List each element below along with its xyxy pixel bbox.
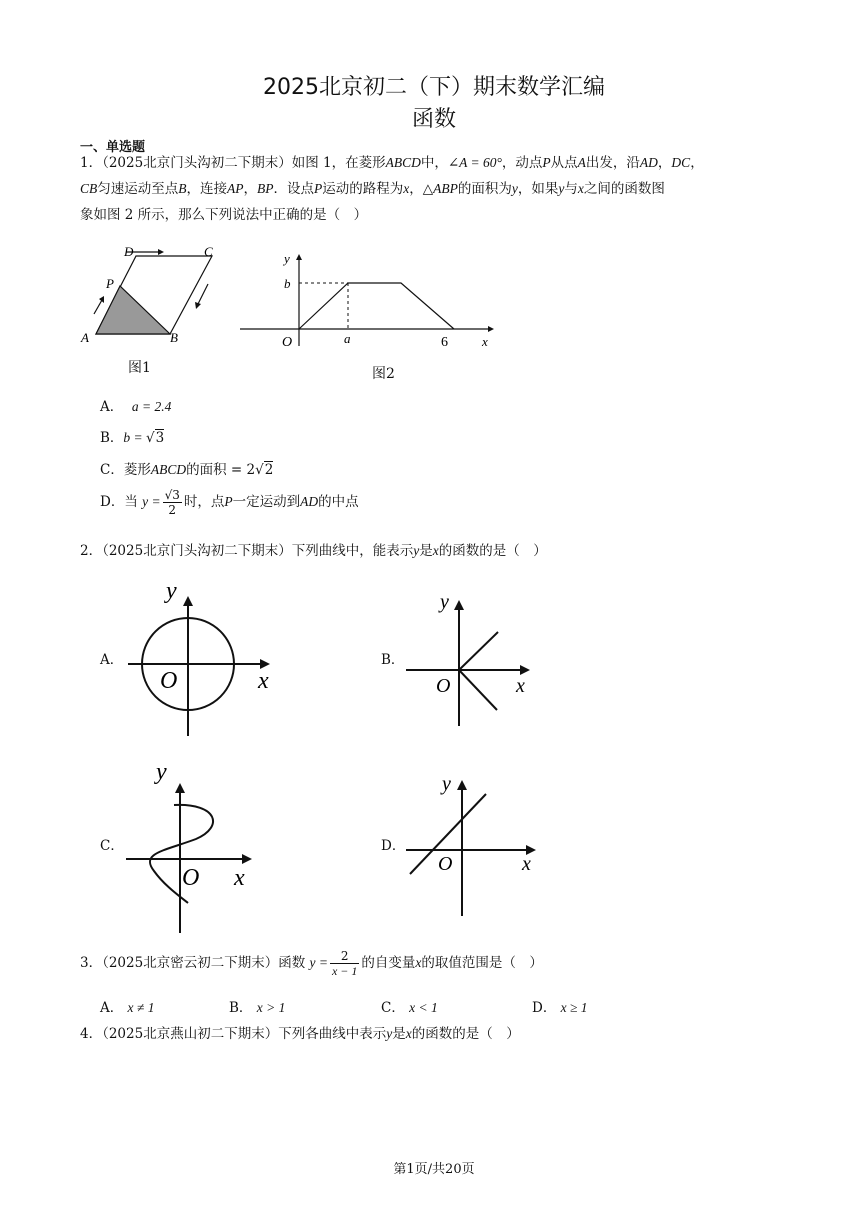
q3-text: 的取值范围是（ ） bbox=[421, 955, 543, 971]
axis-label-y: y bbox=[156, 759, 167, 785]
q2-option-d-label[interactable]: D． bbox=[381, 838, 406, 854]
x-axis-arrow bbox=[488, 326, 494, 332]
q3-y: y = bbox=[309, 955, 328, 970]
q1-text: 的面积为 bbox=[457, 181, 512, 197]
label-D: D bbox=[124, 244, 134, 259]
fig2-caption: 图2 bbox=[372, 366, 395, 382]
option-label: C． bbox=[100, 462, 124, 478]
q1-x: x bbox=[577, 181, 584, 196]
q4-number: 4． bbox=[80, 1026, 103, 1042]
sqrt-value: 3 bbox=[155, 430, 165, 446]
q3-fraction bbox=[330, 949, 359, 978]
q2-source: （2025北京门头沟初二下期末） bbox=[102, 543, 292, 559]
option-label: B． bbox=[229, 1000, 253, 1016]
q1-x: x bbox=[403, 181, 410, 196]
q1-cb: CB bbox=[80, 181, 98, 196]
axis-label-x: x bbox=[522, 853, 531, 875]
q4-text: 是 bbox=[392, 1026, 406, 1042]
q2-option-a-graph[interactable] bbox=[120, 576, 285, 738]
ray-down bbox=[459, 670, 497, 710]
q1-text: 与 bbox=[564, 181, 578, 197]
q1-b: B bbox=[178, 181, 187, 196]
q1-line-3: 象如图 2 所示，那么下列说法中正确的是（ ） bbox=[80, 207, 368, 223]
q1-bp: BP bbox=[257, 181, 274, 196]
q1-number: 1． bbox=[80, 155, 103, 171]
option-label: D． bbox=[100, 494, 125, 510]
q1-line-2: CB匀速运动至点B，连接AP，BP．设点P运动的路程为x，△ABP的面积为y，如果y与x之间的函数图 bbox=[80, 181, 665, 197]
q1-option-c[interactable]: C．菱形ABCD的面积 = 2√2 bbox=[100, 462, 274, 478]
q1-option-b[interactable]: B．b = √3 bbox=[100, 430, 165, 446]
option-label: A． bbox=[100, 1000, 124, 1016]
q1-y: y bbox=[558, 181, 565, 196]
q1-p: P bbox=[314, 181, 323, 196]
q1-figure-1 bbox=[78, 238, 228, 353]
option-text: 一定运动到 bbox=[232, 494, 301, 510]
q1-line-1: 1．（2025北京门头沟初二下期末）如图 1，在菱形ABCD中，∠A = 60°，动点P从点A出发，沿AD，DC， bbox=[80, 155, 704, 171]
axis-label-x: x bbox=[234, 865, 245, 891]
shaded-triangle bbox=[96, 286, 170, 334]
option-label: C． bbox=[381, 1000, 405, 1016]
origin-label: O bbox=[438, 853, 453, 875]
q1-text: 之间的函数图 bbox=[583, 181, 665, 197]
q3-option-b[interactable] bbox=[229, 996, 285, 1016]
q1-triangle: △ABP bbox=[422, 181, 458, 196]
option-text: x < 1 bbox=[409, 1000, 438, 1015]
option-text: 菱形 bbox=[123, 462, 151, 478]
y-axis-arrow bbox=[457, 780, 467, 790]
q3-number: 3． bbox=[80, 955, 103, 971]
option-label: A． bbox=[100, 399, 124, 415]
q1-p: P bbox=[542, 155, 551, 170]
q3-option-c[interactable] bbox=[381, 996, 438, 1016]
axis-label-x: x bbox=[482, 334, 488, 349]
q4-y: y bbox=[386, 1026, 393, 1041]
q2-option-c-label[interactable]: C． bbox=[100, 838, 124, 854]
fraction-numerator: √3 bbox=[164, 488, 180, 502]
fraction-numerator: 2 bbox=[330, 949, 359, 964]
axis-label-x: x bbox=[516, 675, 525, 697]
q2-option-b-label[interactable]: B． bbox=[381, 652, 405, 668]
option-ad: AD bbox=[300, 494, 319, 509]
q3-source: （2025北京密云初二下期末） bbox=[102, 955, 279, 971]
origin-label: O bbox=[160, 668, 178, 694]
label-B: B bbox=[170, 330, 178, 345]
fraction-denominator: 2 bbox=[168, 503, 177, 517]
option-text: x ≥ 1 bbox=[560, 1000, 588, 1015]
question-4 bbox=[80, 1021, 520, 1047]
axis-label-y: y bbox=[166, 578, 177, 604]
y-axis-arrow bbox=[296, 254, 302, 260]
q1-text: 匀速运动至点 bbox=[97, 181, 179, 197]
tick-label-6: 6 bbox=[441, 335, 448, 350]
q2-option-a-label[interactable]: A． bbox=[100, 652, 124, 668]
tick-label-a: a bbox=[344, 331, 351, 346]
q2-option-b-graph[interactable] bbox=[400, 588, 540, 728]
option-abcd: ABCD bbox=[150, 462, 187, 477]
q1-text: 如图 1，在菱形 bbox=[291, 155, 386, 171]
arrow-down-head bbox=[195, 302, 201, 309]
q1-text: 运动的路程为 bbox=[322, 181, 404, 197]
origin-label: O bbox=[182, 865, 200, 891]
arrow-down-icon bbox=[198, 284, 208, 304]
y-axis-arrow bbox=[183, 596, 193, 606]
tick-label-b: b bbox=[284, 276, 291, 291]
option-label: D． bbox=[532, 1000, 557, 1016]
fraction-denominator: x − 1 bbox=[331, 964, 358, 978]
q1-a: A bbox=[577, 155, 586, 170]
q1-y: y bbox=[511, 181, 518, 196]
x-axis-arrow bbox=[242, 854, 252, 864]
ray-up bbox=[459, 632, 498, 670]
q1-text: 出发，沿 bbox=[585, 155, 640, 171]
option-text: 的面积 = 2 bbox=[186, 462, 256, 478]
question-1 bbox=[80, 150, 800, 228]
q1-text: ．设点 bbox=[273, 181, 315, 197]
q2-option-d-graph[interactable] bbox=[400, 768, 545, 920]
q1-angle: A = 60° bbox=[459, 155, 502, 170]
q2-x: x bbox=[432, 543, 439, 558]
option-text: a = 2.4 bbox=[131, 399, 172, 414]
axis-label-y: y bbox=[440, 591, 449, 613]
label-C: C bbox=[204, 244, 213, 259]
q1-figure-2 bbox=[236, 246, 498, 354]
q3-x: x bbox=[415, 955, 422, 970]
page-footer: 第1页/共20页 bbox=[393, 1162, 475, 1177]
q1-text: ，如果 bbox=[517, 181, 559, 197]
x-axis-arrow bbox=[520, 665, 530, 675]
label-P: P bbox=[106, 276, 114, 291]
page-subtitle: 函数 bbox=[411, 107, 456, 132]
axis-label-x: x bbox=[258, 668, 269, 694]
q1-option-d[interactable] bbox=[100, 488, 359, 517]
section-label: 一、单选题 bbox=[80, 140, 146, 155]
label-A: A bbox=[81, 330, 89, 345]
q1-ap: AP bbox=[227, 181, 244, 196]
q1-dc: DC bbox=[671, 155, 691, 170]
q2-text: 下列曲线中，能表示 bbox=[291, 543, 414, 559]
option-label: B． bbox=[100, 430, 124, 446]
q3-option-d[interactable] bbox=[532, 996, 588, 1016]
question-2 bbox=[80, 538, 547, 564]
option-text: 的中点 bbox=[318, 494, 359, 510]
origin-label: O bbox=[282, 335, 293, 350]
q3-text: 函数 bbox=[278, 955, 306, 971]
q2-y: y bbox=[413, 543, 420, 558]
q4-text: 下列各曲线中表示 bbox=[278, 1026, 387, 1042]
option-text: x > 1 bbox=[256, 1000, 286, 1015]
q1-option-a[interactable] bbox=[100, 395, 171, 415]
q4-text: 的函数的是（ ） bbox=[411, 1026, 520, 1042]
q1-text: 从点 bbox=[550, 155, 578, 171]
question-3 bbox=[80, 946, 543, 980]
q1-text: ，连接 bbox=[186, 181, 228, 197]
q4-source: （2025北京燕山初二下期末） bbox=[102, 1026, 279, 1042]
graph-line bbox=[299, 283, 454, 329]
q1-ad: AD bbox=[639, 155, 658, 170]
q4-x: x bbox=[405, 1026, 412, 1041]
origin-label: O bbox=[436, 675, 451, 697]
fig1-caption: 图1 bbox=[128, 360, 151, 376]
q1-abcd: ABCD bbox=[385, 155, 421, 170]
arrow-up-icon bbox=[94, 300, 102, 314]
q1-text: ，动点 bbox=[501, 155, 543, 171]
q2-number: 2． bbox=[80, 543, 103, 559]
y-axis-arrow bbox=[175, 783, 185, 793]
option-text: x ≠ 1 bbox=[127, 1000, 155, 1015]
axis-label-y: y bbox=[284, 251, 290, 266]
q2-text: 是 bbox=[419, 543, 433, 559]
arrow-right-head bbox=[158, 249, 164, 255]
y-axis-arrow bbox=[454, 600, 464, 610]
option-p: P bbox=[224, 494, 233, 509]
q2-option-c-graph[interactable] bbox=[120, 755, 260, 935]
axis-label-y: y bbox=[442, 773, 451, 795]
option-text: b = bbox=[123, 430, 147, 445]
q1-text: 中，∠ bbox=[420, 155, 460, 171]
option-text: 当 bbox=[124, 494, 138, 510]
q3-text: 的自变量 bbox=[361, 955, 416, 971]
q2-text: 的函数的是（ ） bbox=[438, 543, 547, 559]
q3-option-a[interactable] bbox=[100, 996, 154, 1016]
fraction bbox=[163, 488, 182, 517]
option-text: 时，点 bbox=[183, 494, 225, 510]
page-title: 2025北京初二（下）期末数学汇编 bbox=[263, 75, 605, 100]
sqrt-value: 2 bbox=[264, 462, 274, 478]
q1-source: （2025北京门头沟初二下期末） bbox=[102, 155, 292, 171]
option-y: y = bbox=[142, 494, 161, 509]
